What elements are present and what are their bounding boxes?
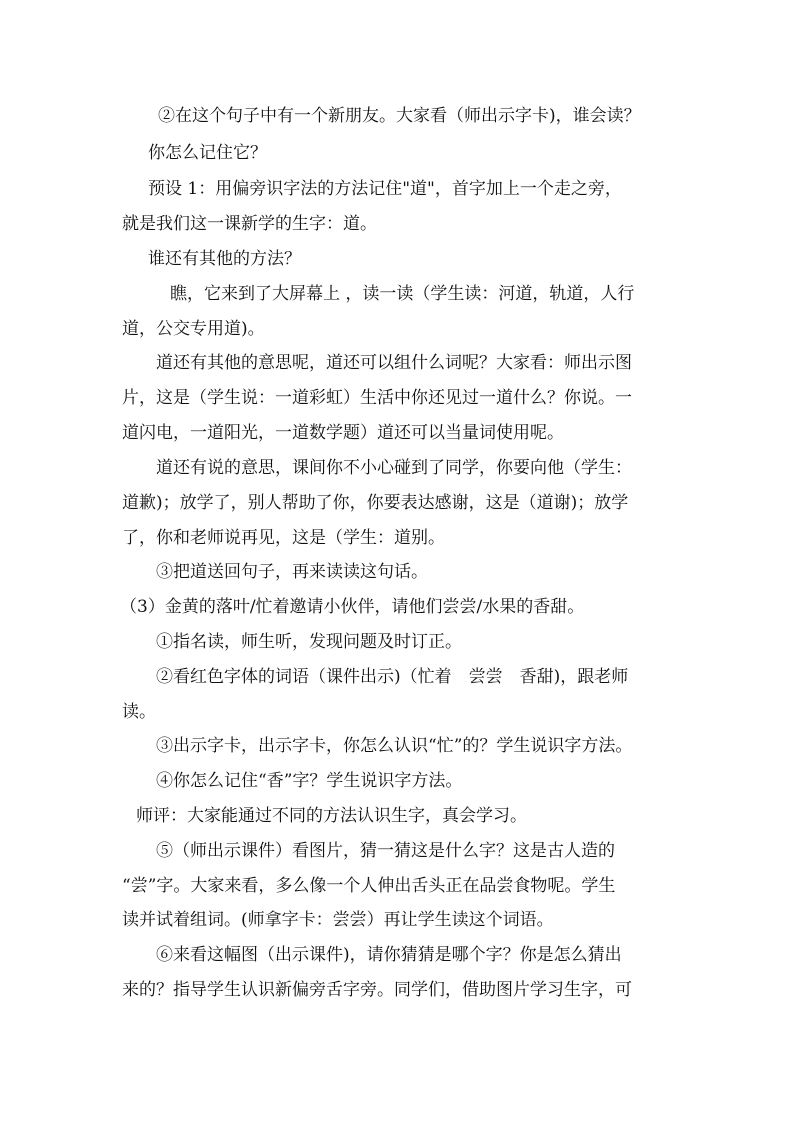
text-line: ③出示字卡，出示字卡，你怎么认识“忙”的？学生说识字方法。 [156,736,633,756]
text-line: 道歉)；放学了，别人帮助了你，你要表达感谢，这是（道谢)；放学 [122,493,629,513]
text-line: 道还有说的意思，课间你不小心碰到了同学，你要向他（学生： [156,458,632,478]
text-line: 师评：大家能通过不同的方法认识生字，真会学习。 [136,806,527,826]
text-line: “尝”字。大家来看，多么像一个人伸出舌头正在品尝食物呢。学生 [122,876,616,896]
text-line: 预设 1：用偏旁识字法的方法记住"道"，首字加上一个走之旁， [148,179,622,199]
text-line: 道闪电，一道阳光，一道数学题）道还可以当量词使用呢。 [122,423,564,443]
text-line: ①指名读，师生听，发现问题及时订正。 [156,632,462,652]
text-line: 瞧，它来到了大屏幕上 ，读一读（学生读：河道，轨道，人行 [170,284,635,304]
text-line: 谁还有其他的方法？ [148,249,301,269]
text-line: ⑤（师出示课件）看图片，猜一猜这是什么字？这是古人造的 [156,841,615,861]
text-line: （3）金黄的落叶/忙着邀请小伙伴，请他们尝尝/水果的香甜。 [120,597,585,617]
text-line: 读并试着组词。(师拿字卡：尝尝）再让学生读这个词语。 [122,910,554,930]
text-line: 就是我们这一课新学的生字：道。 [122,214,377,234]
text-line: 了，你和老师说再见，这是（学生：道别。 [122,528,445,548]
text-line: 你怎么记住它？ [148,143,267,163]
text-line: 来的？指导学生认识新偏旁舌字旁。同学们，借助图片学习生字，可 [122,980,632,1000]
text-line: 片，这是（学生说：一道彩虹）生活中你还见过一道什么？你说。一 [122,388,632,408]
text-line: ②在这个句子中有一个新朋友。大家看（师出示字卡)，谁会读？ [158,106,641,126]
text-line: 道还有其他的意思呢，道还可以组什么词呢？大家看：师出示图 [156,353,632,373]
text-line: 道，公交专用道)。 [122,319,265,339]
text-line: ⑥来看这幅图（出示课件)，请你猜猜是哪个字？你是怎么猜出 [156,945,622,965]
text-line: ③把道送回句子，再来读读这句话。 [156,562,428,582]
text-line: ②看红色字体的词语（课件出示)（忙着 尝尝 香甜)，跟老师 [156,667,629,687]
text-line: 读。 [122,702,156,722]
text-line: ④你怎么记住“香”字？学生说识字方法。 [156,771,463,791]
